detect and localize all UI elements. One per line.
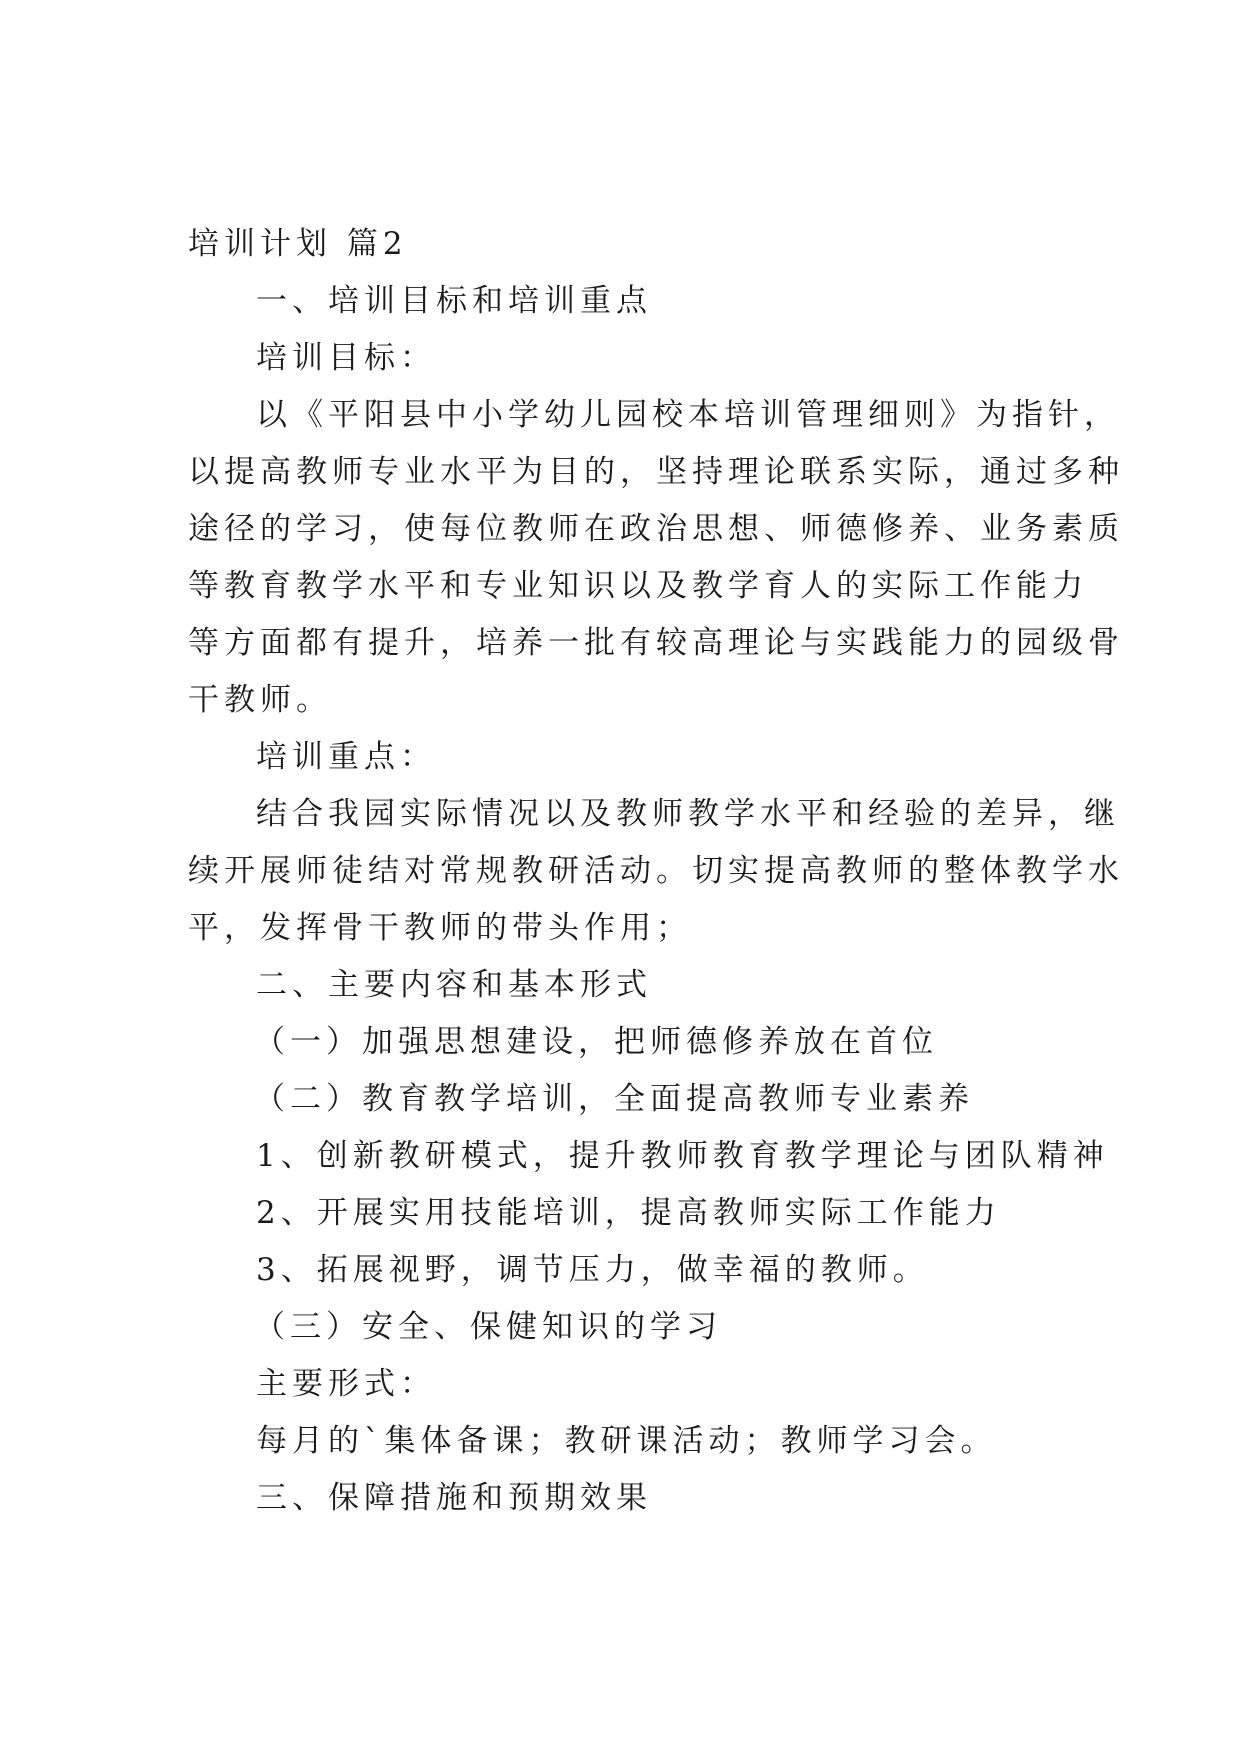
paragraph-line: 等方面都有提升，培养一批有较高理论与实践能力的园级骨	[188, 625, 1124, 661]
paragraph-line: 途径的学习，使每位教师在政治思想、师德修养、业务素质	[188, 511, 1124, 547]
list-item: 1、创新教研模式，提升教师教育教学理论与团队精神	[256, 1138, 1109, 1174]
section-heading-3: 三、保障措施和预期效果	[256, 1480, 652, 1516]
list-item: （三）安全、保健知识的学习	[254, 1309, 722, 1345]
paragraph-line: 平，发挥骨干教师的带头作用；	[188, 910, 692, 946]
list-item: 3、拓展视野，调节压力，做幸福的教师。	[256, 1252, 929, 1288]
paragraph-line: 以《平阳县中小学幼儿园校本培训管理细则》为指针，	[256, 397, 1120, 433]
section-heading-2: 二、主要内容和基本形式	[256, 967, 652, 1003]
paragraph-line: 续开展师徒结对常规教研活动。切实提高教师的整体教学水	[188, 853, 1124, 889]
list-item: （二）教育教学培训，全面提高教师专业素养	[254, 1081, 974, 1117]
paragraph-line: 以提高教师专业水平为目的，坚持理论联系实际，通过多种	[188, 454, 1124, 490]
paragraph-line: 每月的`集体备课；教研课活动；教师学习会。	[256, 1423, 997, 1459]
section-heading-1: 一、培训目标和培训重点	[256, 283, 652, 319]
paragraph-line: 结合我园实际情况以及教师教学水平和经验的差异，继	[256, 796, 1120, 832]
subheading-focus: 培训重点：	[256, 739, 436, 775]
paragraph-line: 干教师。	[188, 682, 332, 718]
subheading-forms: 主要形式：	[256, 1366, 436, 1402]
document-heading: 培训计划 篇2	[188, 226, 408, 262]
list-item: （一）加强思想建设，把师德修养放在首位	[254, 1024, 938, 1060]
paragraph-line: 等教育教学水平和专业知识以及教学育人的实际工作能力	[188, 568, 1088, 604]
subheading-goal: 培训目标：	[256, 340, 436, 376]
list-item: 2、开展实用技能培训，提高教师实际工作能力	[256, 1195, 1001, 1231]
